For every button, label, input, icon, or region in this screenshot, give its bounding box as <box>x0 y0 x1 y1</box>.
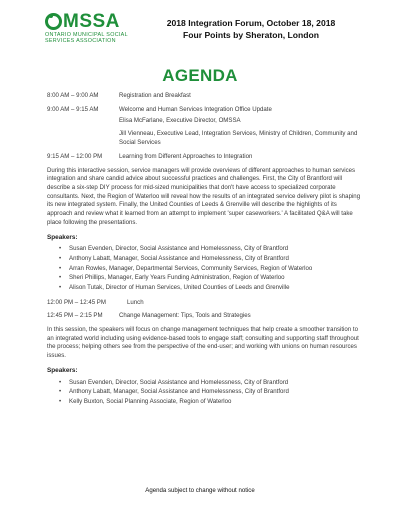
speakers-heading: Speakers: <box>47 367 78 375</box>
agenda-desc: Registration and Breakfast <box>119 92 191 99</box>
agenda-desc: Learning from Different Approaches to Integration <box>119 153 253 161</box>
bullet-icon: • <box>59 255 62 263</box>
agenda-desc: Welcome and Human Services Integration Office Update <box>119 105 272 113</box>
omssa-logo <box>45 11 128 45</box>
agenda-row-learning <box>47 153 362 162</box>
agenda-desc: Change Management: Tips, Tools and Strategies <box>119 312 251 320</box>
logo-word-text: MSSA <box>63 11 120 32</box>
bullet-icon: • <box>59 283 62 291</box>
agenda-presenter: Jill Vienneau, Executive Lead, Integration Services, Ministry of Children, Community and Social Services <box>119 129 358 146</box>
logo-wordmark <box>45 12 125 31</box>
list-item: • Alison Tutak, Director of Human Services, United Counties of Leeds and Grenville <box>59 283 290 291</box>
list-item: • Kelly Buxton, Social Planning Associate, Region of Waterloo <box>59 397 232 405</box>
list-item: • Anthony Labatt, Manager, Social Assistance and Homelessness, City of Brantford <box>59 255 289 263</box>
agenda-presenter: Elisa McFarlane, Executive Director, OMSSA <box>119 117 241 125</box>
bullet-icon: • <box>59 388 62 396</box>
list-item: • Susan Evenden, Director, Social Assistance and Homelessness, City of Brantford <box>59 378 289 386</box>
agenda-row-welcome <box>47 106 362 115</box>
event-header <box>146 17 356 42</box>
page-title: AGENDA <box>162 66 238 85</box>
agenda-time: 8:00 AM – 9:00 AM <box>47 92 99 99</box>
session-description: During this interactive session, service managers will provide overviews of different approaches to human services integration and share candid advice about successful practices and challenges. First, the City of Brantford will describe a six-step DIY process for mid-sized municipalities that don't have access to specialized corporate consultants. Next, the Region of Waterloo will reveal how the results of an integrated service delivery pilot is shaping its new integrated system. Finally, the United Counties of Leeds & Grenville will describe the highlights of its approach and review what it learned from an attempt to implement 'super caseworkers.' A facilitated Q&A will take place following the presentations. <box>47 166 361 226</box>
agenda-time: 9:15 AM – 12:00 PM <box>47 153 103 161</box>
logo-subtitle-line2: SERVICES ASSOCIATION <box>45 37 116 44</box>
list-item: • Anthony Labatt, Manager, Social Assistance and Homelessness, City of Brantford <box>59 388 289 396</box>
agenda-row-lunch <box>47 299 362 308</box>
bullet-icon: • <box>59 264 62 272</box>
agenda-row-registration <box>47 92 362 101</box>
bullet-icon: • <box>59 274 62 282</box>
logo-o-ring-icon <box>45 13 62 30</box>
agenda-time: 12:45 PM – 2:15 PM <box>47 312 103 320</box>
logo-subtitle-line1: ONTARIO MUNICIPAL SOCIAL <box>45 32 128 38</box>
agenda-time: 9:00 AM – 9:15 AM <box>47 105 99 113</box>
list-item: • Sheri Phillips, Manager, Early Years Funding Administration, Region of Waterloo <box>59 274 285 282</box>
list-item: • Arran Rowles, Manager, Departmental Services, Community Services, Region of Waterloo <box>59 264 313 272</box>
bullet-icon: • <box>59 397 62 405</box>
agenda-time: 12:00 PM – 12:45 PM <box>47 298 106 306</box>
agenda-content <box>47 92 362 412</box>
event-title: 2018 Integration Forum, October 18, 2018 <box>166 18 336 28</box>
event-venue: Four Points by Sheraton, London <box>182 30 320 41</box>
bullet-icon: • <box>59 245 62 253</box>
agenda-row-change-management <box>47 312 362 321</box>
speakers-list <box>59 245 362 292</box>
speakers-list <box>59 379 362 407</box>
speakers-heading: Speakers: <box>47 234 78 242</box>
footer-note: Agenda subject to change without notice <box>145 487 255 494</box>
list-item: • Susan Evenden, Director, Social Assistance and Homelessness, City of Brantford <box>59 245 289 253</box>
agenda-desc: Lunch <box>127 298 144 306</box>
session-description: In this session, the speakers will focus on change management techniques that help create a smoother transition to an integrated world including using evidence-based tools to engage staff; consulting and supporting staff throughout the process; helping others see from the perspective of the end-user; and working with unions on human resources issues. <box>47 325 359 359</box>
bullet-icon: • <box>59 378 62 386</box>
